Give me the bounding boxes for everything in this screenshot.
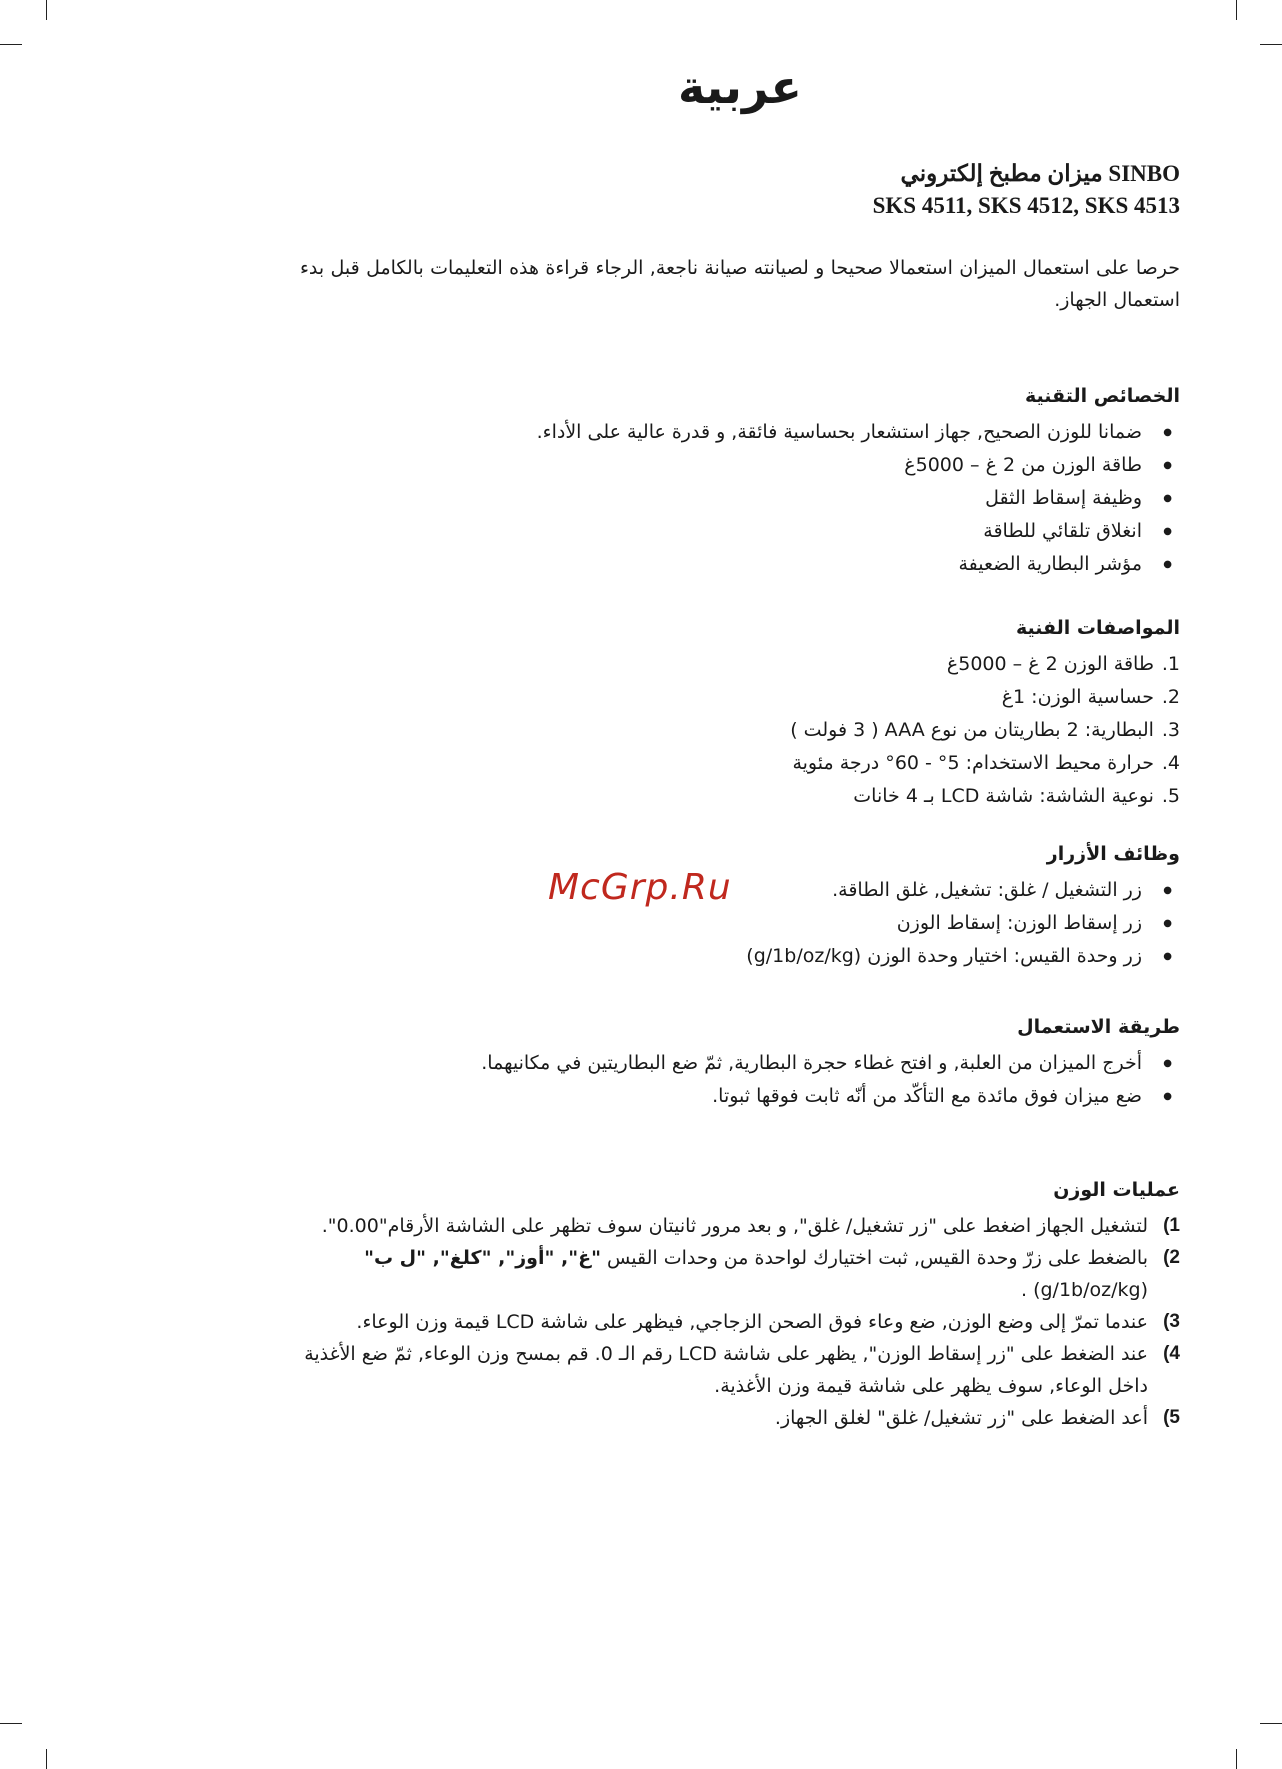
language-title: عربية: [678, 60, 802, 114]
operations-heading: عمليات الوزن: [1053, 1179, 1180, 1201]
features-heading: الخصائص التقنية: [1025, 385, 1180, 407]
list-item: 5. نوعية الشاشة: شاشة LCD بـ 4 خانات: [853, 785, 1180, 807]
product-name: SINBO ميزان مطبخ إلكتروني: [900, 161, 1180, 186]
list-item: ● زر وحدة القيس: اختيار وحدة الوزن (g/1b/oz/kg): [300, 940, 1180, 973]
list-item: 2) بالضغط على زرّ وحدة القيس, ثبت اختيارك لواحدة من وحدات القيس "غ", "أوز", "كلغ", "ل ب" (g/1b/oz/kg) .: [364, 1247, 1180, 1301]
specs-section: [300, 614, 1180, 813]
list-item: 3) عندما تمرّ إلى وضع الوزن, ضع وعاء فوق الصحن الزجاجي, فيظهر على شاشة LCD قيمة وزن الوعاء.: [356, 1311, 1180, 1333]
list-item: ● وظيفة إسقاط الثقل: [300, 482, 1180, 515]
product-models: SKS 4511, SKS 4512, SKS 4513: [872, 193, 1180, 218]
list-item: ● زر التشغيل / غلق: تشغيل, غلق الطاقة.: [300, 874, 1180, 907]
specs-heading: المواصفات الفنية: [1015, 617, 1180, 639]
features-section: [300, 382, 1180, 581]
crop-mark-br-v: [1236, 1749, 1237, 1769]
list-item: 4. حرارة محيط الاستخدام: 5° - 60° درجة مئوية: [792, 752, 1180, 774]
list-item: 3. البطارية: 2 بطاريتان من نوع AAA ( 3 فولت ): [790, 719, 1180, 741]
list-item: ● زر إسقاط الوزن: إسقاط الوزن: [300, 907, 1180, 940]
buttons-heading: وظائف الأزرار: [1046, 843, 1180, 865]
list-item: ● مؤشر البطارية الضعيفة: [300, 548, 1180, 581]
list-item: 1) لتشغيل الجهاز اضغط على "زر تشغيل/ غلق", و بعد مرور ثانيتان سوف تظهر على الشاشة الأرقام"0.00".: [321, 1215, 1180, 1237]
usage-section: [300, 1013, 1180, 1113]
crop-mark-tl-h: [0, 44, 22, 45]
usage-heading: طريقة الاستعمال: [1017, 1016, 1180, 1038]
crop-mark-bl-h: [0, 1723, 22, 1724]
list-item: 5) أعد الضغط على "زر تشغيل/ غلق" لغلق الجهاز.: [774, 1407, 1180, 1429]
list-item: ● أخرج الميزان من العلبة, و افتح غطاء حجرة البطارية, ثمّ ضع البطاريتين في مكانيهما.: [300, 1047, 1180, 1080]
crop-mark-bl-v: [46, 1749, 47, 1769]
buttons-section: [300, 840, 1180, 973]
list-item: 1. طاقة الوزن 2 غ – 5000غ: [946, 653, 1180, 675]
list-item: ● انغلاق تلقائي للطاقة: [300, 515, 1180, 548]
list-item: ● طاقة الوزن من 2 غ – 5000غ: [300, 449, 1180, 482]
crop-mark-tr-v: [1236, 0, 1237, 20]
crop-mark-tl-v: [46, 0, 47, 20]
list-item: 2. حساسية الوزن: 1غ: [1001, 686, 1180, 708]
product-heading: [873, 158, 1180, 222]
crop-mark-br-h: [1260, 1723, 1282, 1724]
list-item: 4) عند الضغط على "زر إسقاط الوزن", يظهر على شاشة LCD رقم الـ 0. قم بمسح وزن الوعاء, ثمّ ضع الأغذية داخل الوعاء, سوف يظهر على شاشة قيمة وزن الأغذية.: [304, 1343, 1180, 1397]
watermark: McGrp.Ru: [548, 867, 732, 908]
list-item: ● ضع ميزان فوق مائدة مع التأكّد من أنّه ثابت فوقها ثبوتا.: [300, 1080, 1180, 1113]
crop-mark-tr-h: [1260, 44, 1282, 45]
list-item: ● ضمانا للوزن الصحيح, جهاز استشعار بحساسية فائقة, و قدرة عالية على الأداء.: [300, 416, 1180, 449]
intro-paragraph: حرصا على استعمال الميزان استعمالا صحيحا و لصيانته صيانة ناجعة, الرجاء قراءة هذه التعليمات بالكامل قبل بدء استعمال الجهاز.: [300, 257, 1180, 311]
operations-section: [300, 1176, 1180, 1434]
